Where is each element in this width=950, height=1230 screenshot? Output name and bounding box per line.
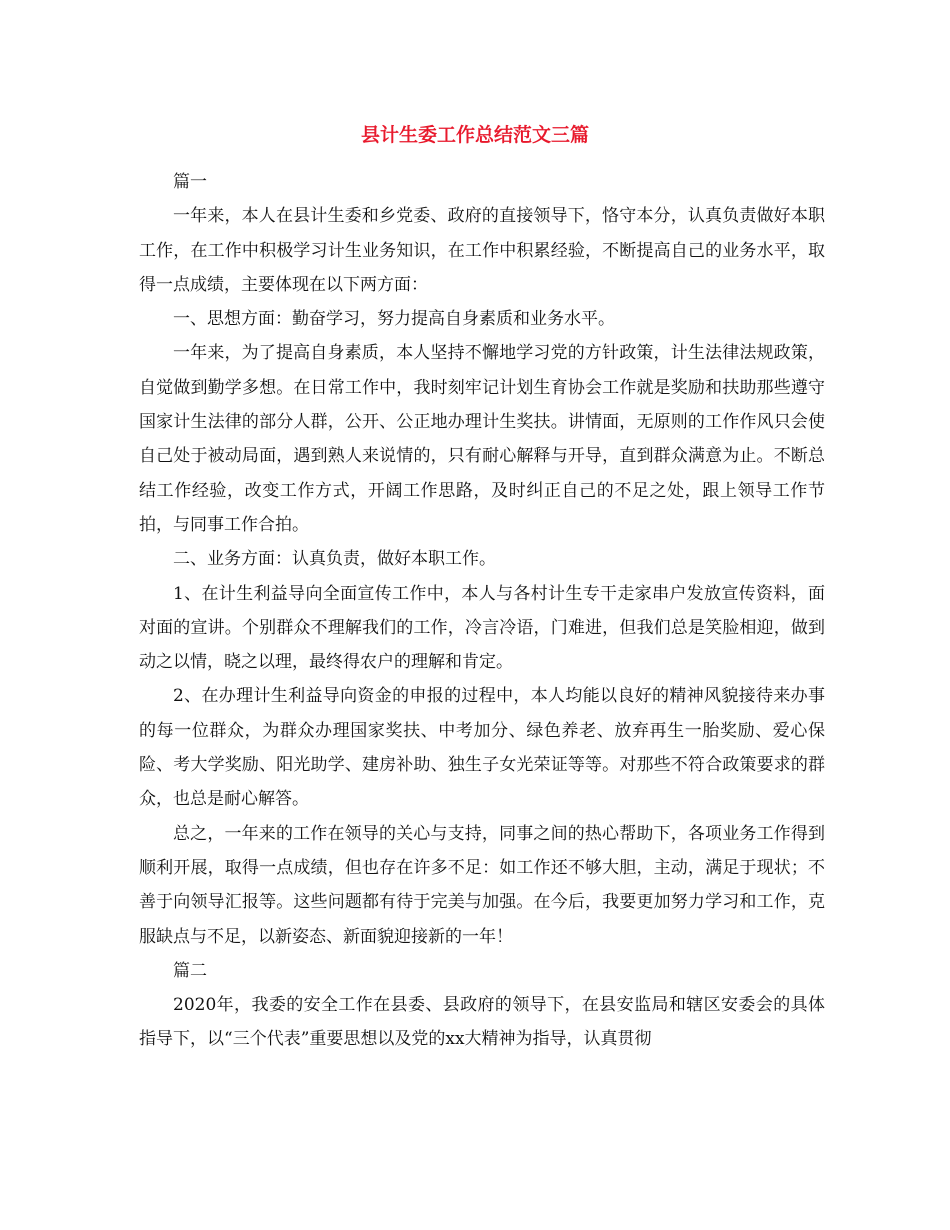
paragraph: 总之，一年来的工作在领导的关心与支持，同事之间的热心帮助下，各项业务工作得到顺利开展，取得一点成绩，但也存在许多不足：如工作还不够大胆，主动，满足于现状；不善于向领导汇报等。这些问题都有待于完美与加强。在今后，我要更加努力学习和工作，克服缺点与不足，以新姿态、新面貌迎接新的一年！ [139,823,825,947]
document-body [139,165,825,1057]
paragraph: 一年来，为了提高自身素质，本人坚持不懈地学习党的方针政策，计生法律法规政策，自觉做到勤学多想。在日常工作中，我时刻牢记计划生育协会工作就是奖励和扶助那些遵守国家计生法律的部分人群，公开、公正地办理计生奖扶。讲情面，无原则的工作作风只会使自己处于被动局面，遇到熟人来说情的，只有耐心解释与开导，直到群众满意为止。不断总结工作经验，改变工作方式，开阔工作思路，及时纠正自己的不足之处，跟上领导工作节拍，与同事工作合拍。 [139,343,825,535]
paragraph: 2020年，我委的安全工作在县委、县政府的领导下，在县安监局和辖区安委会的具体指导下，以“三个代表”重要思想以及党的xx大精神为指导，认真贯彻 [139,995,825,1050]
section-heading-2: 篇二 [173,960,207,981]
paragraph: 一年来，本人在县计生委和乡党委、政府的直接领导下，恪守本分，认真负责做好本职工作，在工作中积极学习计生业务知识，在工作中积累经验，不断提高自己的业务水平，取得一点成绩，主要体现在以下两方面： [139,206,825,295]
paragraph: 1、在计生利益导向全面宣传工作中，本人与各村计生专干走家串户发放宣传资料，面对面的宣讲。个别群众不理解我们的工作，冷言冷语，门难进，但我们总是笑脸相迎，做到动之以情，晓之以理，最终得农户的理解和肯定。 [139,583,825,673]
paragraph: 二、业务方面：认真负责，做好本职工作。 [173,549,496,570]
paragraph: 2、在办理计生利益导向资金的申报的过程中，本人均能以良好的精神风貌接待来办事的每一位群众，为群众办理国家奖扶、中考加分、绿色养老、放弃再生一胎奖励、爱心保险、考大学奖励、阳光助学、建房补助、独生子女光荣证等等。对那些不符合政策要求的群众，也总是耐心解答。 [139,686,825,810]
paragraph: 一、思想方面：勤奋学习，努力提高自身素质和业务水平。 [173,309,615,330]
section-heading-1: 篇一 [173,172,207,192]
document-title: 县计生委工作总结范文三篇 [360,124,589,146]
